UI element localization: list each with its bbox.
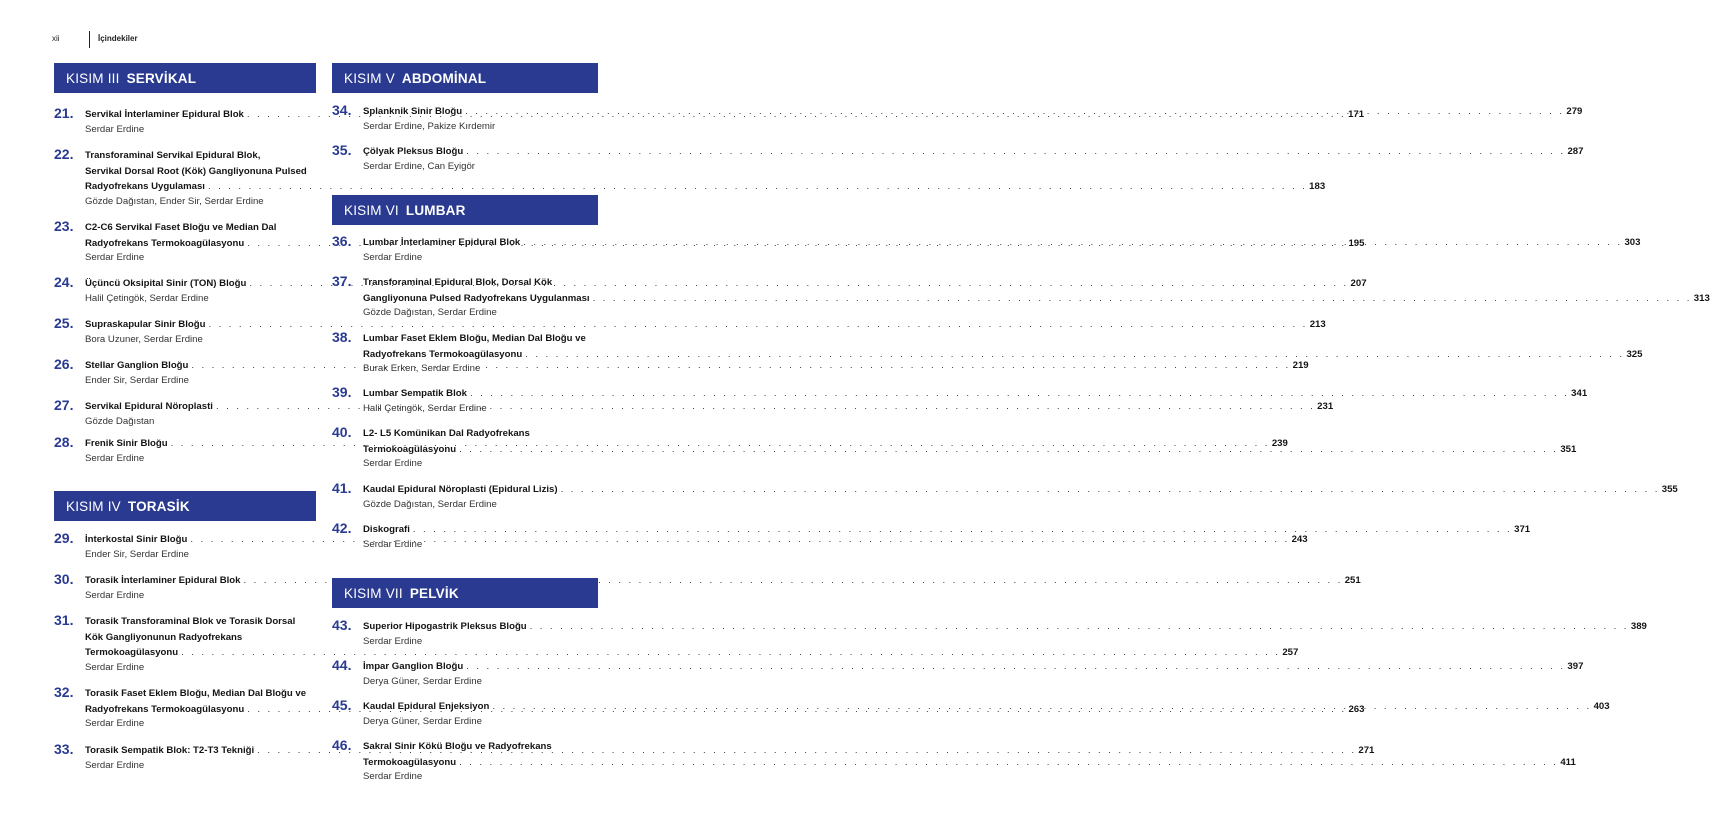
- entry-title-line: [363, 386, 1588, 402]
- entry-authors: Serdar Erdine: [363, 771, 423, 782]
- page-number-ref: 303: [1624, 237, 1641, 248]
- entry-title: Radyofrekans Termokoagülasyonu: [85, 237, 245, 249]
- entry-title: Torasik Transforaminal Blok ve Torasik Dorsal: [85, 616, 296, 627]
- entry-title-line: [363, 619, 1647, 635]
- page-number: xii: [52, 34, 60, 43]
- entry-title-line: [363, 755, 1576, 771]
- entry-title: Radyofrekans Termokoagülasyonu: [363, 348, 523, 360]
- entry-number: 42.: [332, 520, 352, 536]
- entry-title: Diskografi: [363, 524, 410, 535]
- entry-title: İnterkostal Sinir Bloğu: [85, 534, 188, 545]
- section-part: KISIM V: [344, 70, 395, 86]
- dot-leader: [410, 522, 1512, 538]
- section-part: KISIM VI: [344, 202, 399, 218]
- section-header-abdominal: [332, 63, 598, 93]
- entry-title-line: [363, 331, 598, 347]
- entry-title: C2-C6 Servikal Faset Bloğu ve Median Dal: [85, 222, 277, 233]
- section-name: TORASİK: [127, 498, 190, 514]
- entry-authors: Serdar Erdine, Pakize Kırdemir: [363, 120, 496, 132]
- entry-title: Torasik Faset Eklem Bloğu, Median Dal Bloğu ve: [85, 688, 307, 699]
- entry-title-line: [363, 275, 598, 291]
- section-header-pelvik: [332, 578, 598, 608]
- entry-number: 30.: [54, 571, 74, 587]
- section-header-servikal: [54, 63, 316, 93]
- page-number-ref: 325: [1626, 348, 1643, 360]
- entry-number: 23.: [54, 218, 74, 234]
- entry-title: Gangliyonuna Pulsed Radyofrekans Uygulanması: [363, 292, 590, 304]
- page-number-ref: 403: [1593, 701, 1610, 712]
- entry-authors: Serdar Erdine: [85, 252, 145, 263]
- entry-title-line: [85, 164, 316, 180]
- entry-title: Üçüncü Oksipital Sinir (TON) Bloğu: [85, 278, 247, 289]
- entry-number: 35.: [332, 142, 352, 158]
- page-number-ref: 243: [1291, 534, 1308, 545]
- entry-authors: Gözde Dağıstan: [85, 415, 155, 427]
- entry-number: 24.: [54, 274, 74, 290]
- entry-title: Termokoagülasyonu: [363, 756, 457, 768]
- entry-authors: Serdar Erdine: [85, 452, 145, 464]
- entry-authors: Serdar Erdine: [363, 635, 423, 647]
- entry-title-line: [363, 739, 598, 755]
- entry-number: 46.: [332, 737, 352, 753]
- entry-authors: Bora Uzuner, Serdar Erdine: [85, 333, 203, 345]
- page-number-ref: 389: [1630, 621, 1647, 632]
- page-number-ref: 287: [1567, 146, 1584, 157]
- dot-leader: [205, 179, 1307, 195]
- entry-title: Lumbar Faset Eklem Bloğu, Median Dal Bloğu ve: [363, 333, 586, 344]
- entry-number: 31.: [54, 612, 74, 628]
- page-number-ref: 279: [1566, 106, 1583, 117]
- entry-title: Frenik Sinir Bloğu: [85, 438, 168, 449]
- entry-authors: Derya Güner, Serdar Erdine: [363, 715, 482, 727]
- entry-title-line: [363, 347, 1643, 363]
- entry-authors: Serdar Erdine: [85, 123, 145, 135]
- dot-leader: [462, 104, 1564, 120]
- page-number-ref: 263: [1348, 703, 1365, 715]
- entry-number: 38.: [332, 329, 352, 345]
- page-number-ref: 371: [1514, 524, 1531, 535]
- entry-number: 33.: [54, 741, 74, 757]
- entry-authors: Serdar Erdine: [363, 251, 423, 263]
- entry-title: Servikal Dorsal Root (Kök) Gangliyonuna Pulsed: [85, 165, 307, 177]
- entry-title-line: [85, 573, 1361, 589]
- dot-leader: [467, 386, 1569, 402]
- page-number-ref: 351: [1560, 443, 1577, 455]
- entry-title: Çölyak Pleksus Bloğu: [363, 146, 464, 157]
- entry-title: Kök Gangliyonunun Radyofrekans: [85, 631, 243, 643]
- page-number-ref: 239: [1271, 438, 1288, 449]
- section-header-torasik: [54, 491, 316, 521]
- entry-title-line: [363, 426, 598, 442]
- entry-number: 22.: [54, 146, 74, 162]
- page-number-ref: 251: [1344, 575, 1361, 586]
- entry-number: 28.: [54, 434, 74, 450]
- entry-authors: Serdar Erdine: [85, 661, 145, 673]
- page-number-ref: 219: [1292, 360, 1309, 371]
- section-name: PELVİK: [409, 585, 459, 601]
- header-divider: [89, 31, 90, 48]
- entry-authors: Serdar Erdine: [85, 589, 145, 601]
- entry-title-line: [85, 317, 1326, 333]
- page-number-ref: 207: [1350, 278, 1367, 289]
- entry-authors: Serdar Erdine, Can Eyigör: [363, 160, 475, 172]
- section-header-lumbar: [332, 195, 598, 225]
- entry-number: 27.: [54, 397, 74, 413]
- entry-title: Lumbar Sempatik Blok: [363, 388, 467, 399]
- entry-number: 43.: [332, 617, 352, 633]
- entry-title: Superior Hipogastrik Pleksus Bloğu: [363, 621, 527, 632]
- entry-number: 44.: [332, 657, 352, 673]
- entry-authors: Halil Çetingök, Serdar Erdine: [85, 292, 209, 304]
- dot-leader: [456, 442, 1558, 458]
- page-number-ref: 411: [1560, 756, 1576, 768]
- entry-authors: Derya Güner, Serdar Erdine: [363, 675, 482, 687]
- entry-title: Splanknik Sinir Bloğu: [363, 106, 463, 117]
- entry-title: Termokoagülasyonu: [363, 443, 457, 455]
- entry-title-line: [85, 630, 316, 646]
- entry-title: Radyofrekans Uygulaması: [85, 181, 205, 192]
- page-number-ref: 355: [1661, 484, 1678, 495]
- entry-authors: Gözde Dağıstan, Serdar Erdine: [363, 307, 497, 318]
- page-number-ref: 313: [1693, 292, 1710, 304]
- entry-title-line: [85, 686, 316, 702]
- entry-number: 37.: [332, 273, 352, 289]
- entry-title: Supraskapular Sinir Bloğu: [85, 319, 206, 330]
- entry-title-line: [363, 482, 1678, 498]
- entry-authors: Gözde Dağıstan, Ender Sir, Serdar Erdine: [85, 195, 264, 207]
- entry-number: 29.: [54, 530, 74, 546]
- dot-leader: [456, 755, 1558, 771]
- page-number-ref: 341: [1571, 388, 1588, 399]
- page-number-ref: 257: [1282, 647, 1299, 658]
- entry-number: 45.: [332, 697, 352, 713]
- entry-authors: Halil Çetingök, Serdar Erdine: [363, 402, 487, 414]
- page-number-ref: 397: [1567, 661, 1584, 672]
- entry-number: 21.: [54, 105, 74, 121]
- section-part: KISIM VII: [344, 585, 403, 601]
- section-name: SERVİKAL: [126, 70, 197, 86]
- entry-title: Kaudal Epidural Nöroplasti (Epidural Lizis): [363, 484, 558, 495]
- entry-title-line: [85, 179, 1326, 195]
- entry-number: 34.: [332, 102, 352, 118]
- entry-number: 26.: [54, 356, 74, 372]
- section-name: LUMBAR: [405, 202, 466, 218]
- entry-title: L2- L5 Komünikan Dal Radyofrekans: [363, 428, 530, 439]
- entry-title: Stellar Ganglion Bloğu: [85, 360, 189, 371]
- dot-leader: [463, 659, 1565, 675]
- entry-number: 32.: [54, 684, 74, 700]
- page-number-ref: 271: [1358, 745, 1375, 756]
- page-number-ref: 183: [1309, 181, 1326, 192]
- entry-title-line: [363, 144, 1584, 160]
- entry-authors: Ender Sir, Serdar Erdine: [85, 548, 189, 560]
- entry-number: 39.: [332, 384, 352, 400]
- entry-title-line: [363, 522, 1531, 538]
- entry-title: Transforaminal Epidural Blok, Dorsal Kök: [363, 277, 553, 288]
- section-part: KISIM IV: [66, 498, 121, 514]
- page-number-ref: 231: [1317, 401, 1334, 412]
- dot-leader: [489, 699, 1591, 715]
- section-part: KISIM III: [66, 70, 120, 86]
- entry-title: Transforaminal Servikal Epidural Blok,: [85, 150, 261, 161]
- section-name: ABDOMİNAL: [401, 70, 487, 86]
- entry-title: Torasik Sempatik Blok: T2-T3 Tekniği: [85, 745, 255, 756]
- entry-title: Lumbar İnterlaminer Epidural Blok: [363, 237, 521, 248]
- dot-leader: [527, 619, 1629, 635]
- running-title: İçindekiler: [98, 34, 138, 43]
- entry-title-line: [85, 614, 316, 630]
- entry-title-line: [85, 148, 316, 164]
- entry-title: Kaudal Epidural Enjeksiyon: [363, 701, 490, 712]
- entry-title-line: [85, 220, 316, 236]
- entry-title: Radyofrekans Termokoagülasyonu: [85, 703, 245, 715]
- entry-authors: Serdar Erdine: [363, 538, 423, 550]
- entry-number: 36.: [332, 233, 352, 249]
- entry-title-line: [85, 645, 1299, 661]
- entry-title: Sakral Sinir Kökü Bloğu ve Radyofrekans: [363, 741, 552, 752]
- dot-leader: [590, 291, 1692, 307]
- page-number-ref: 195: [1348, 237, 1365, 249]
- entry-authors: Serdar Erdine: [85, 759, 145, 771]
- dot-leader: [522, 347, 1624, 363]
- entry-title-line: [363, 659, 1584, 675]
- entry-number: 25.: [54, 315, 74, 331]
- entry-number: 40.: [332, 424, 352, 440]
- dot-leader: [463, 144, 1565, 160]
- dot-leader: [558, 482, 1660, 498]
- entry-title-line: [363, 291, 1710, 307]
- entry-title: Servikal Epidural Nöroplasti: [85, 401, 213, 412]
- page-number-ref: 213: [1309, 319, 1326, 330]
- page-number-ref: 171: [1348, 109, 1365, 120]
- entry-title: Termokoagülasyonu: [85, 647, 179, 658]
- entry-title: Torasik İnterlaminer Epidural Blok: [85, 575, 241, 586]
- entry-number: 41.: [332, 480, 352, 496]
- entry-authors: Burak Erken, Serdar Erdine: [363, 363, 481, 374]
- entry-title: Servikal İnterlaminer Epidural Blok: [85, 109, 244, 120]
- dot-leader: [520, 235, 1622, 251]
- entry-authors: Serdar Erdine: [85, 718, 145, 729]
- entry-authors: Ender Sir, Serdar Erdine: [85, 374, 189, 386]
- entry-title: İmpar Ganglion Bloğu: [363, 661, 464, 672]
- entry-authors: Gözde Dağıstan, Serdar Erdine: [363, 498, 497, 510]
- entry-authors: Serdar Erdine: [363, 458, 423, 469]
